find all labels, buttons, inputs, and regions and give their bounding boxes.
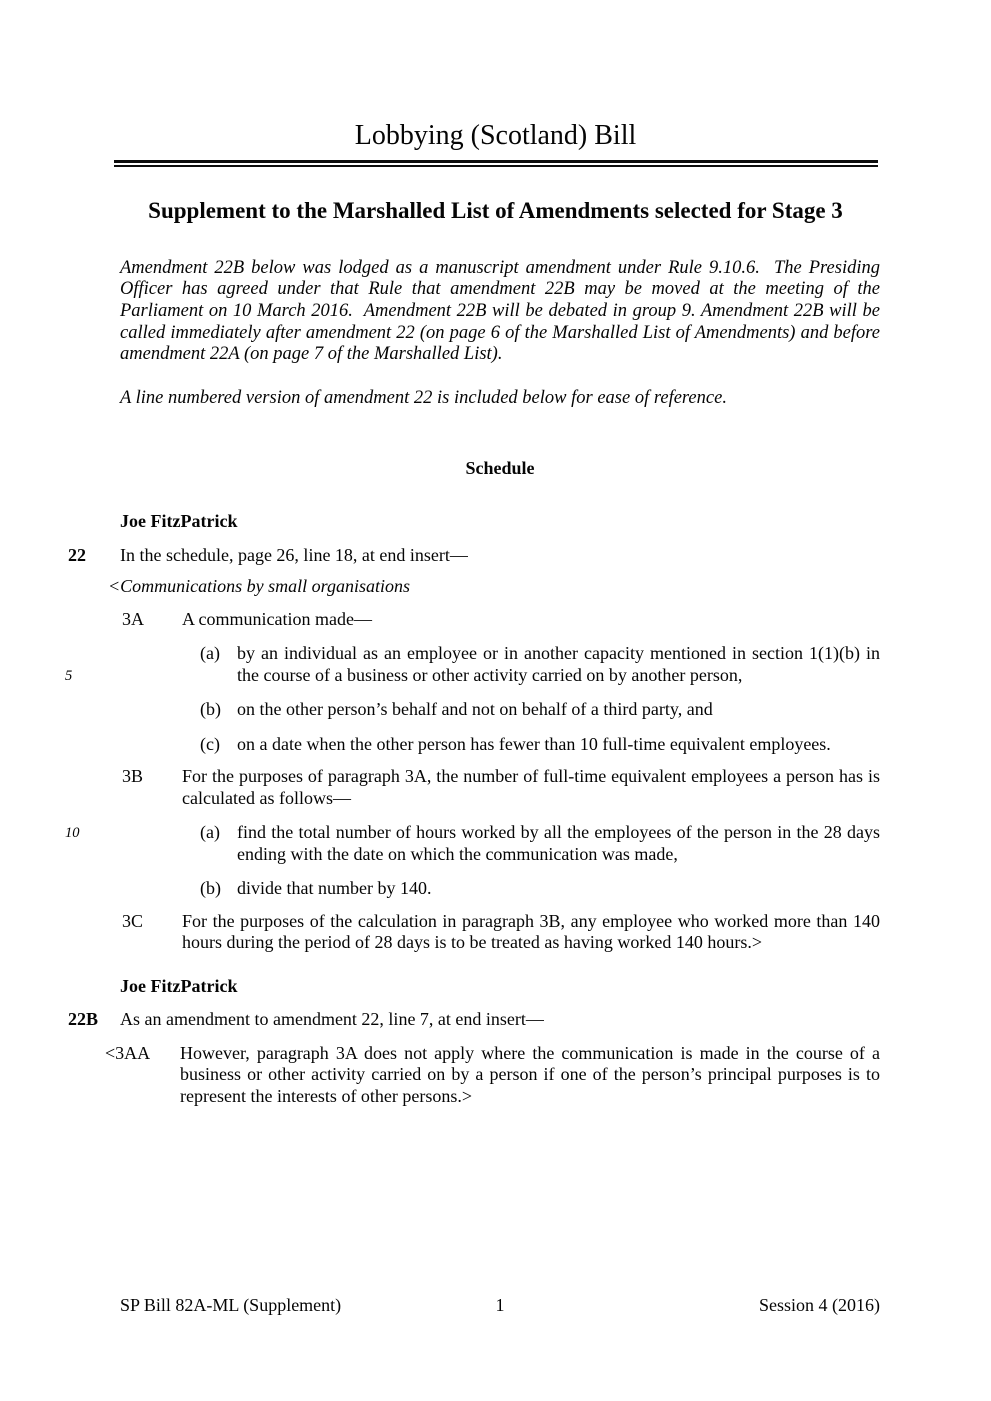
sub-paragraph-label: (a) (200, 643, 220, 664)
sub-paragraph-label: (b) (200, 878, 221, 899)
title-double-rule (114, 160, 878, 167)
margin-line-number-10: 10 (65, 825, 80, 842)
provision-3aa-number: <3AA (105, 1042, 151, 1063)
sub-paragraph-text: by an individual as an employee or in another capacity mentioned in section 1(1)(b) in the course of a business or other activity carried on by another person, (237, 643, 880, 685)
provision-3b-sub-a (65, 822, 880, 865)
bill-title: Lobbying (Scotland) Bill (354, 120, 637, 151)
rule-thin-line (114, 165, 878, 167)
provision-3a-text: A communication made— (182, 608, 372, 629)
rule-thick-line (114, 160, 878, 163)
provision-3c-number: 3C (122, 910, 144, 931)
amendment-22b-sponsor: Joe FitzPatrick (120, 975, 238, 996)
inserted-italic-heading: <Communications by small organisations (108, 576, 410, 597)
provision-3b (120, 766, 880, 809)
sub-paragraph-text: on a date when the other person has fewer than 10 full-time equivalent employees. (237, 733, 831, 754)
amendment-22-instruction: In the schedule, page 26, line 18, at end insert— (120, 544, 468, 565)
amendment-22b-instruction-row (68, 1009, 880, 1031)
preamble-paragraph-1: Amendment 22B below was lodged as a manuscript amendment under Rule 9.10.6. The Presiding Officer has agreed under that Rule that amendment 22B may be moved at the meeting of the Parliament on 10 March 2016. Amendment 22B will be debated in group 9. Amendment 22B will be called immediately after amendment 22 (on page 6 of the Marshalled List of Amendments) and before amendment 22A (on page 7 of the Marshalled List). (120, 257, 880, 365)
amendment-22-instruction-row (68, 544, 880, 567)
provision-3b-text: For the purposes of paragraph 3A, the number of full-time equivalent employees a person has is calculated as follows— (182, 766, 880, 808)
preamble-paragraph-2: A line numbered version of amendment 22 is included below for ease of reference. (120, 388, 727, 409)
provision-3b-number: 3B (122, 766, 144, 787)
provision-3b-sub-b (120, 878, 880, 900)
provision-3a-sub-b (120, 699, 880, 721)
provision-3a-sub-c (120, 734, 880, 756)
amendment-22b-number: 22B (68, 1009, 99, 1030)
provision-3a-sub-a (65, 643, 880, 686)
amendment-22b-instruction: As an amendment to amendment 22, line 7, at end insert— (120, 1009, 544, 1030)
sub-paragraph-label: (a) (200, 822, 220, 843)
amendment-22-number: 22 (68, 544, 86, 565)
provision-3a (120, 609, 880, 631)
sub-paragraph-text: divide that number by 140. (237, 878, 432, 899)
sub-paragraph-text: on the other person’s behalf and not on behalf of a third party, and (237, 699, 713, 720)
provision-3a-number: 3A (122, 608, 144, 629)
page-footer (120, 1295, 880, 1317)
schedule-heading: Schedule (465, 457, 535, 478)
footer-session: Session 4 (2016) (759, 1295, 880, 1315)
document-body (65, 257, 880, 1108)
provision-3aa (105, 1042, 880, 1108)
provision-3c (120, 911, 880, 954)
sub-paragraph-label: (b) (200, 699, 221, 720)
sub-paragraph-text: find the total number of hours worked by all the employees of the person in the 28 days ending with the date on which the communication was made, (237, 822, 880, 864)
provision-3c-text: For the purposes of the calculation in paragraph 3B, any employee who worked more than 140 hours during the period of 28 days is to be treated as having worked 140 hours.> (182, 910, 880, 953)
amendment-22-sponsor: Joe FitzPatrick (120, 511, 238, 532)
provision-3aa-text: However, paragraph 3A does not apply where the communication is made in the course of a business or other activity carried on by a person if one of the person’s principal purposes is to represent the interests of other persons.> (180, 1042, 880, 1106)
margin-line-number-5: 5 (65, 668, 73, 685)
footer-bill-reference: SP Bill 82A-ML (Supplement) (120, 1295, 342, 1315)
sub-paragraph-label: (c) (200, 733, 220, 754)
document-heading: Supplement to the Marshalled List of Amendments selected for Stage 3 (148, 197, 843, 223)
footer-page-number: 1 (495, 1295, 505, 1315)
